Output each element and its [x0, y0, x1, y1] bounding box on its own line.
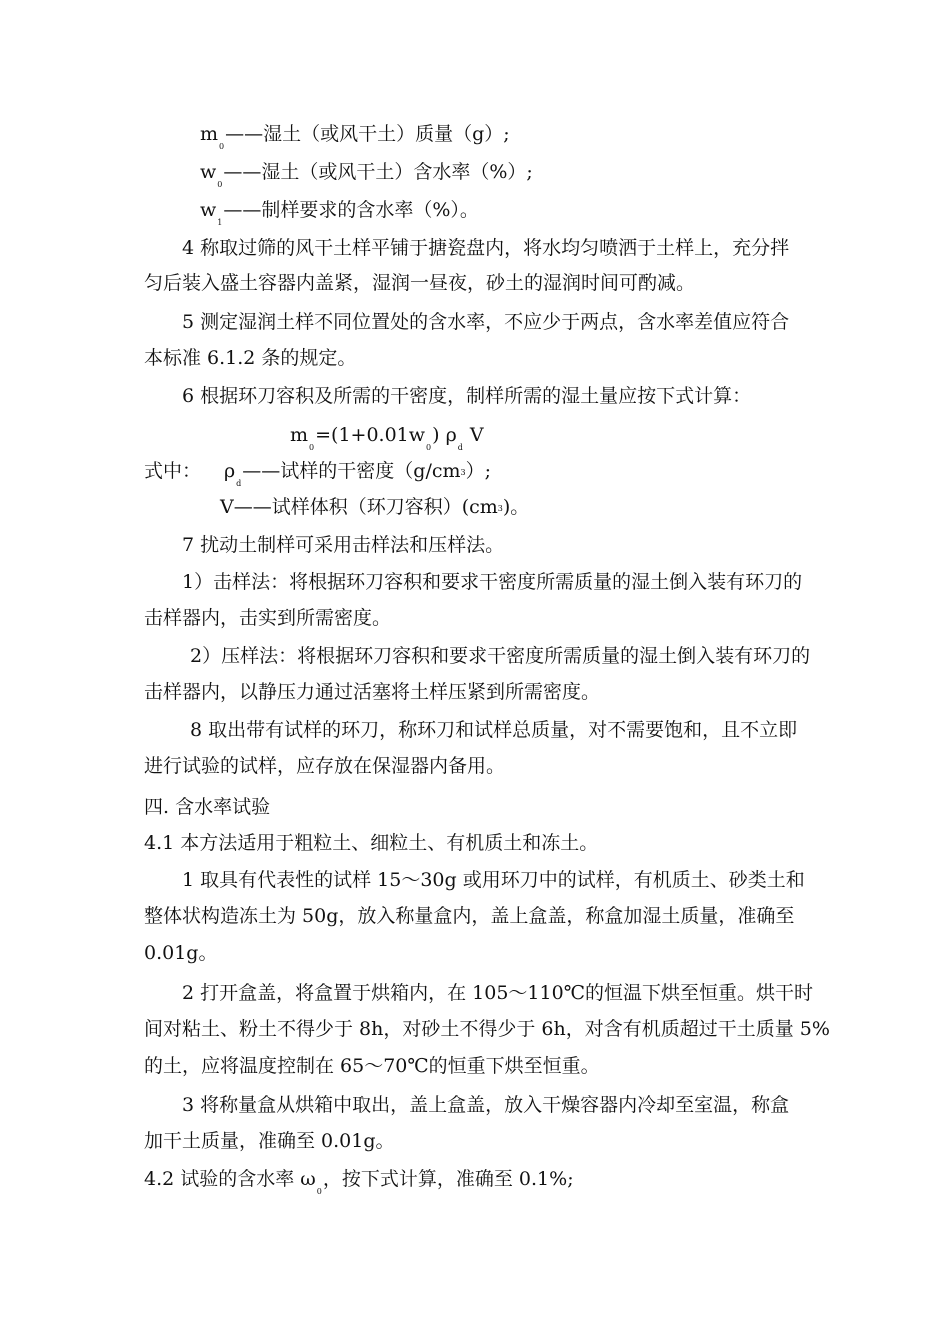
section4-1: 4.1 本方法适用于粗粒土、细粒土、有机质土和冻土。 [144, 832, 599, 854]
w-step2-line2: 间对粘土、粉土不得少于 8h，对砂土不得少于 6h，对含有机质超过干土质量 5% [144, 1018, 830, 1040]
method2-line2: 击样器内，以静压力通过活塞将土样压紧到所需密度。 [144, 681, 601, 703]
step8-line2: 进行试验的试样，应存放在保湿器内备用。 [144, 755, 506, 777]
step5-line2: 本标准 6.1.2 条的规定。 [144, 347, 357, 369]
section4-2: 4.2 试验的含水率 $\omega_0$，按下式计算，准确至 0.1%; [144, 1168, 574, 1196]
step4-line2: 匀后装入盛土容器内盖紧，湿润一昼夜，砂土的湿润时间可酌减。 [144, 272, 696, 294]
step6-line1: 6 根据环刀容积及所需的干密度，制样所需的湿土量应按下式计算： [182, 385, 752, 407]
w-step2-line3: 的土，应将温度控制在 65～70℃的恒重下烘至恒重。 [144, 1055, 600, 1077]
definition-w1: $w_1——$制样要求的含水率（%）。 [200, 199, 479, 227]
w-step1-line3: 0.01g。 [144, 942, 218, 964]
step4-line1: 4 称取过筛的风干土样平铺于搪瓷盘内，将水均匀喷洒于土样上，充分拌 [182, 237, 790, 259]
w-step1-line2: 整体状构造冻土为 50g，放入称量盒内，盖上盒盖，称盒加湿土质量，准确至 [144, 905, 795, 927]
w-step2-line1: 2 打开盒盖，将盒置于烘箱内，在 105～110℃的恒温下烘至恒重。烘干时 [182, 982, 813, 1004]
definition-m0: $m_0——$湿土（或风干土）质量（g）; [200, 123, 510, 151]
w-step3-line1: 3 将称量盒从烘箱中取出，盖上盒盖，放入干燥容器内冷却至室温，称盒 [182, 1094, 790, 1116]
w-step3-line2: 加干土质量，准确至 0.01g。 [144, 1130, 395, 1152]
definition-w0: $w_0——$湿土（或风干土）含水率（%）; [200, 161, 533, 189]
step8-line1: 8 取出带有试样的环刀，称环刀和试样总质量，对不需要饱和，且不立即 [190, 719, 798, 741]
definition-rho-d: $\rho_d——$试样的干密度（g/cm3）; [224, 460, 492, 488]
step5-line1: 5 测定湿润土样不同位置处的含水率，不应少于两点，含水率差值应符合 [182, 311, 790, 333]
step7-line1: 7 扰动土制样可采用击样法和压样法。 [182, 534, 505, 556]
method1-line2: 击样器内，击实到所需密度。 [144, 607, 392, 629]
method1-line1: 1）击样法：将根据环刀容积和要求干密度所需质量的湿土倒入装有环刀的 [182, 571, 803, 593]
formula-wet-soil-mass: $m_0=(1+0.01w_0)$ $\rho_d$ V [290, 424, 484, 452]
method2-line1: 2）压样法：将根据环刀容积和要求干密度所需质量的湿土倒入装有环刀的 [190, 645, 811, 667]
where-label: 式中： [144, 460, 202, 482]
w-step1-line1: 1 取具有代表性的试样 15～30g 或用环刀中的试样，有机质土、砂类土和 [182, 869, 805, 891]
section4-heading: 四. 含水率试验 [144, 796, 271, 818]
definition-v: V——试样体积（环刀容积）(cm3)。 [220, 496, 530, 518]
